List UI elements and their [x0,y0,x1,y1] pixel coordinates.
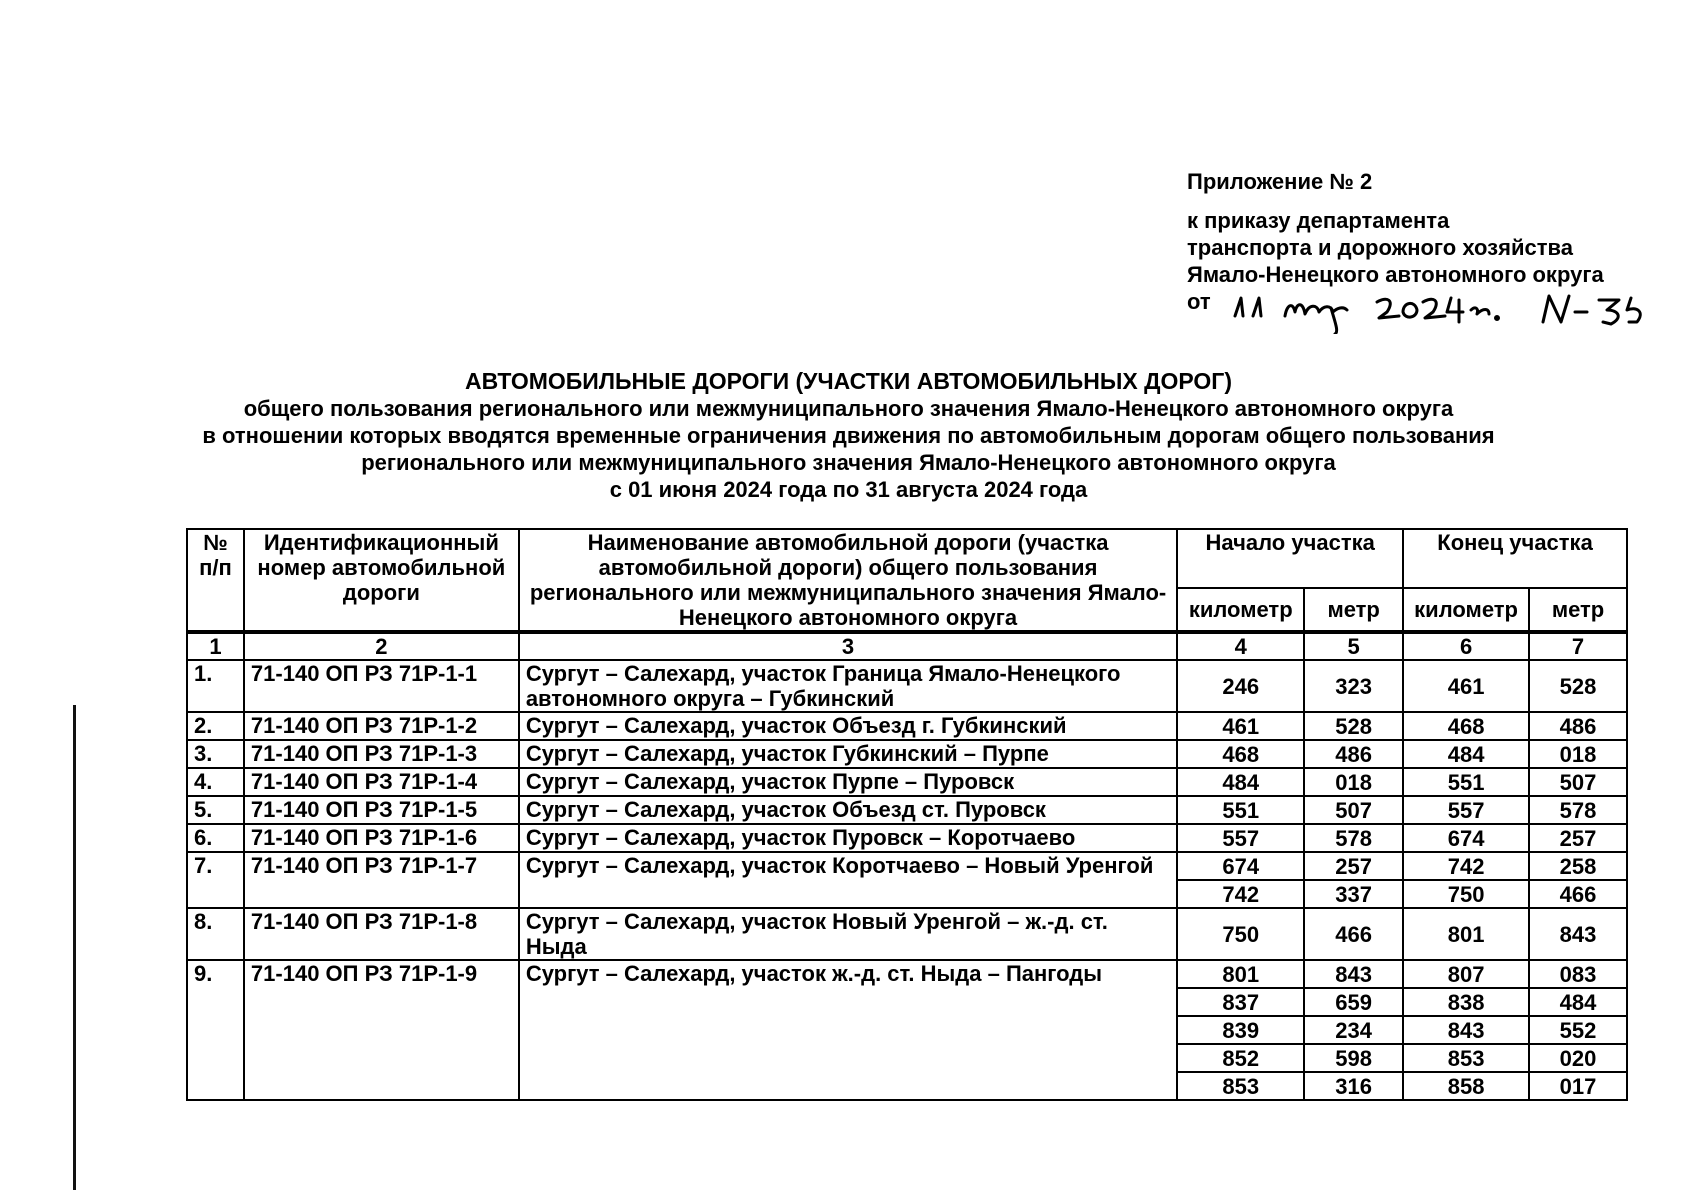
header-end-m: метр [1529,588,1627,632]
start-m: 257 [1304,852,1403,880]
road-name: Сургут – Салехард, участок Пурпе – Пуровск [519,768,1177,796]
start-km: 246 [1177,660,1304,712]
end-m: 486 [1529,712,1627,740]
table-row [187,960,1627,988]
road-name: Сургут – Салехард, участок Коротчаево – Новый Уренгой [519,852,1177,908]
end-m: 528 [1529,660,1627,712]
appendix-department: транспорта и дорожного хозяйства [1187,235,1573,260]
row-number: 7. [187,852,244,908]
row-number: 5. [187,796,244,824]
road-id: 71-140 ОП РЗ 71Р-1-3 [244,740,519,768]
row-number: 6. [187,824,244,852]
end-km: 858 [1403,1072,1529,1100]
end-m: 083 [1529,960,1627,988]
start-m: 323 [1304,660,1403,712]
road-id: 71-140 ОП РЗ 71Р-1-1 [244,660,519,712]
end-km: 461 [1403,660,1529,712]
table-row [187,768,1627,796]
roads-table [186,528,1628,1101]
start-m: 316 [1304,1072,1403,1100]
end-km: 807 [1403,960,1529,988]
road-id: 71-140 ОП РЗ 71Р-1-5 [244,796,519,824]
column-number: 2 [244,632,519,660]
road-name: Сургут – Салехард, участок Губкинский – Пурпе [519,740,1177,768]
start-m: 018 [1304,768,1403,796]
start-m: 486 [1304,740,1403,768]
table-row [187,740,1627,768]
road-id: 71-140 ОП РЗ 71Р-1-9 [244,960,519,1100]
start-m: 507 [1304,796,1403,824]
row-number: 4. [187,768,244,796]
end-m: 466 [1529,880,1627,908]
start-km: 837 [1177,988,1304,1016]
table-row [187,824,1627,852]
end-m: 552 [1529,1016,1627,1044]
appendix-order-ref: к приказу департамента [1187,208,1450,233]
road-id: 71-140 ОП РЗ 71Р-1-4 [244,768,519,796]
end-m: 258 [1529,852,1627,880]
end-km: 484 [1403,740,1529,768]
end-m: 507 [1529,768,1627,796]
start-m: 578 [1304,824,1403,852]
road-id: 71-140 ОП РЗ 71Р-1-8 [244,908,519,960]
start-km: 750 [1177,908,1304,960]
road-name: Сургут – Салехард, участок Граница Ямало-Ненецкого автономного округа – Губкинский [519,660,1177,712]
start-m: 843 [1304,960,1403,988]
end-km: 742 [1403,852,1529,880]
document-title: АВТОМОБИЛЬНЫЕ ДОРОГИ (УЧАСТКИ АВТОМОБИЛЬНЫХ ДОРОГ) [465,368,1232,394]
end-m: 257 [1529,824,1627,852]
end-km: 853 [1403,1044,1529,1072]
start-km: 742 [1177,880,1304,908]
start-m: 659 [1304,988,1403,1016]
row-number: 2. [187,712,244,740]
start-km: 674 [1177,852,1304,880]
end-km: 843 [1403,1016,1529,1044]
column-number-row [187,632,1627,660]
start-m: 234 [1304,1016,1403,1044]
road-id: 71-140 ОП РЗ 71Р-1-2 [244,712,519,740]
table-row [187,852,1627,880]
column-number: 4 [1177,632,1304,660]
row-number: 9. [187,960,244,1100]
start-m: 528 [1304,712,1403,740]
table-row [187,908,1627,960]
road-name: Сургут – Салехард, участок ж.-д. ст. Ныда – Пангоды [519,960,1177,1100]
handwritten-date-signature [1227,282,1667,334]
document-title-block [0,368,1697,503]
row-number: 8. [187,908,244,960]
start-m: 598 [1304,1044,1403,1072]
header-start-m: метр [1304,588,1403,632]
end-km: 557 [1403,796,1529,824]
end-km: 838 [1403,988,1529,1016]
start-km: 853 [1177,1072,1304,1100]
end-km: 674 [1403,824,1529,852]
start-km: 551 [1177,796,1304,824]
column-number: 1 [187,632,244,660]
road-name: Сургут – Салехард, участок Объезд ст. Пуровск [519,796,1177,824]
header-start-km: километр [1177,588,1304,632]
table-row [187,712,1627,740]
header-road-id: Идентификационный номер автомобильной дороги [244,529,519,632]
row-number: 1. [187,660,244,712]
road-id: 71-140 ОП РЗ 71Р-1-6 [244,824,519,852]
scan-edge-line [73,705,76,1190]
column-number: 7 [1529,632,1627,660]
roads-table-body [187,632,1627,1100]
end-km: 551 [1403,768,1529,796]
appendix-block [1187,168,1604,315]
header-section-end: Конец участка [1403,529,1627,588]
road-id: 71-140 ОП РЗ 71Р-1-7 [244,852,519,908]
document-subtitle-line-3: регионального или межмуниципального значения Ямало-Ненецкого автономного округа [361,450,1336,475]
table-row [187,660,1627,712]
road-name: Сургут – Салехард, участок Объезд г. Губкинский [519,712,1177,740]
table-row [187,796,1627,824]
appendix-date-line [1187,288,1604,315]
header-road-name: Наименование автомобильной дороги (участка автомобильной дороги) общего пользования регионального или межмуниципального значения Ямало-Ненецкого автономного округа [519,529,1177,632]
end-m: 843 [1529,908,1627,960]
document-period: с 01 июня 2024 года по 31 августа 2024 года [609,477,1088,502]
header-number: № п/п [187,529,244,632]
start-km: 801 [1177,960,1304,988]
document-subtitle-line-1: общего пользования регионального или межмуниципального значения Ямало-Ненецкого автономного округа [243,396,1454,421]
appendix-title: Приложение № 2 [1187,169,1373,194]
end-m: 020 [1529,1044,1627,1072]
start-m: 466 [1304,908,1403,960]
start-m: 337 [1304,880,1403,908]
start-km: 852 [1177,1044,1304,1072]
appendix-region: Ямало-Ненецкого автономного округа [1187,262,1604,287]
end-km: 750 [1403,880,1529,908]
column-number: 6 [1403,632,1529,660]
road-name: Сургут – Салехард, участок Новый Уренгой – ж.-д. ст. Ныда [519,908,1177,960]
column-number: 5 [1304,632,1403,660]
column-number: 3 [519,632,1177,660]
document-subtitle-line-2: в отношении которых вводятся временные ограничения движения по автомобильным дорогам общего пользования [202,423,1495,448]
end-m: 578 [1529,796,1627,824]
end-km: 468 [1403,712,1529,740]
start-km: 468 [1177,740,1304,768]
end-km: 801 [1403,908,1529,960]
start-km: 461 [1177,712,1304,740]
row-number: 3. [187,740,244,768]
header-end-km: километр [1403,588,1529,632]
start-km: 557 [1177,824,1304,852]
end-m: 484 [1529,988,1627,1016]
header-section-start: Начало участка [1177,529,1403,588]
appendix-date-prefix: от [1187,289,1211,314]
start-km: 484 [1177,768,1304,796]
start-km: 839 [1177,1016,1304,1044]
end-m: 017 [1529,1072,1627,1100]
road-name: Сургут – Салехард, участок Пуровск – Коротчаево [519,824,1177,852]
end-m: 018 [1529,740,1627,768]
